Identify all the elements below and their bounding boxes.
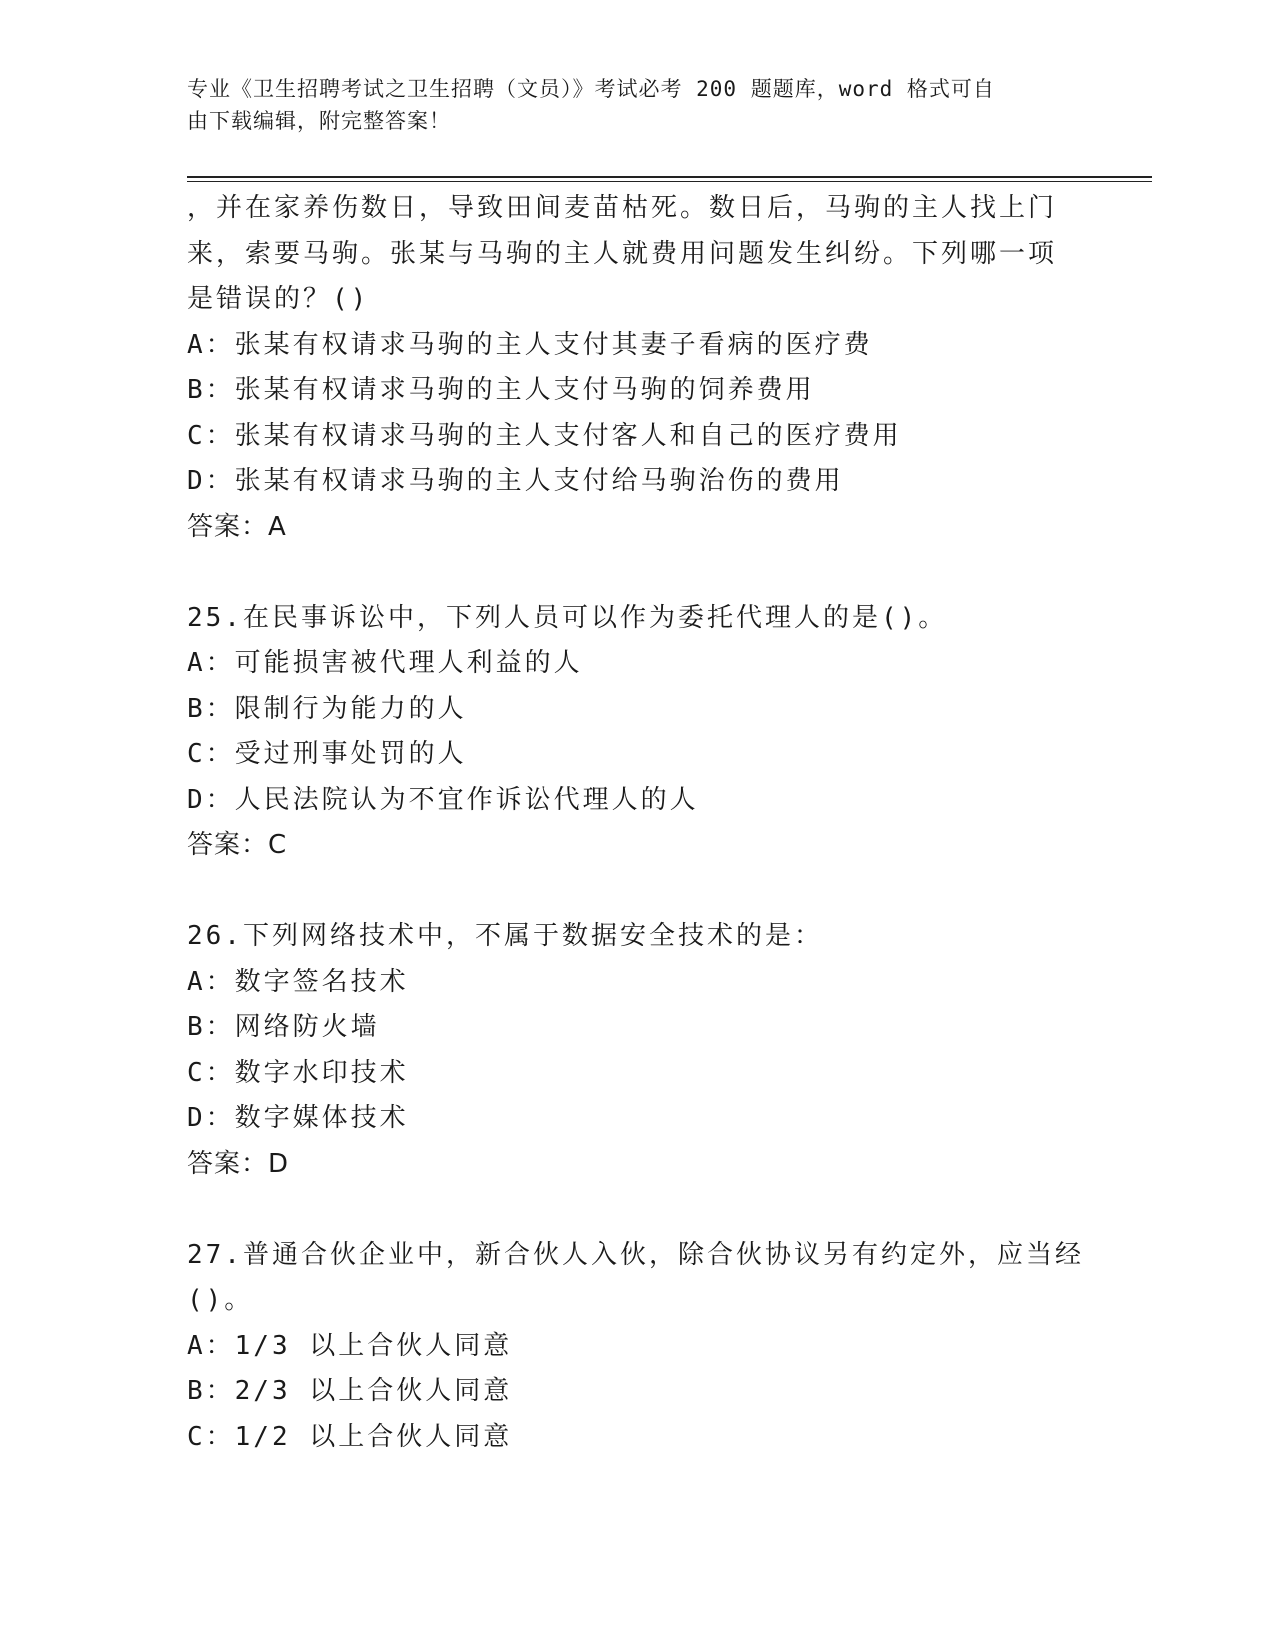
option-a: A：1/3 以上合伙人同意 (187, 1330, 513, 1361)
option-b: B：张某有权请求马驹的主人支付马驹的饲养费用 (187, 375, 815, 405)
option-a: A：张某有权请求马驹的主人支付其妻子看病的医疗费 (187, 329, 873, 360)
option-a: A：数字签名技术 (187, 966, 409, 997)
answer-line: 答案：A (187, 511, 287, 542)
document-header (187, 73, 1067, 137)
header-divider (187, 176, 1152, 182)
option-c: C：数字水印技术 (187, 1057, 409, 1088)
option-b: B：2/3 以上合伙人同意 (187, 1376, 513, 1406)
question-list (187, 186, 1087, 1460)
spacer (187, 1187, 1087, 1233)
question-block-26 (187, 914, 1087, 1187)
option-a: A：可能损害被代理人利益的人 (187, 648, 583, 678)
option-d: D：人民法院认为不宜作诉讼代理人的人 (187, 784, 699, 815)
spacer (187, 869, 1087, 915)
question-text: 来，索要马驹。张某与马驹的主人就费用问题发生纠纷。下列哪一项 (187, 238, 1058, 269)
spacer (187, 550, 1087, 596)
answer-line: 答案：D (187, 1148, 290, 1179)
header-line: 由下载编辑，附完整答案！ (187, 109, 451, 133)
question-block-27 (187, 1233, 1087, 1461)
question-text: 是错误的？() (187, 284, 370, 314)
option-c: C：受过刑事处罚的人 (187, 739, 467, 769)
option-b: B：网络防火墙 (187, 1012, 380, 1042)
answer-line: 答案：C (187, 830, 288, 860)
option-c: C：1/2 以上合伙人同意 (187, 1421, 513, 1452)
question-text: ()。 (187, 1285, 254, 1315)
option-d: D：数字媒体技术 (187, 1103, 409, 1133)
option-d: D：张某有权请求马驹的主人支付给马驹治伤的费用 (187, 466, 844, 496)
question-text: 26.下列网络技术中，不属于数据安全技术的是： (187, 921, 823, 951)
option-c: C：张某有权请求马驹的主人支付客人和自己的医疗费用 (187, 420, 902, 451)
question-text: ，并在家养伤数日，导致田间麦苗枯死。数日后，马驹的主人找上门 (187, 193, 1058, 223)
question-text: 27.普通合伙企业中，新合伙人入伙，除合伙协议另有约定外，应当经 (187, 1239, 1084, 1270)
question-block-25 (187, 596, 1087, 869)
option-b: B：限制行为能力的人 (187, 693, 467, 724)
header-line: 专业《卫生招聘考试之卫生招聘（文员）》考试必考 200 题题库，word 格式可自 (187, 77, 995, 101)
question-block-continued (187, 186, 1087, 550)
question-text: 25.在民事诉讼中，下列人员可以作为委托代理人的是()。 (187, 602, 948, 633)
